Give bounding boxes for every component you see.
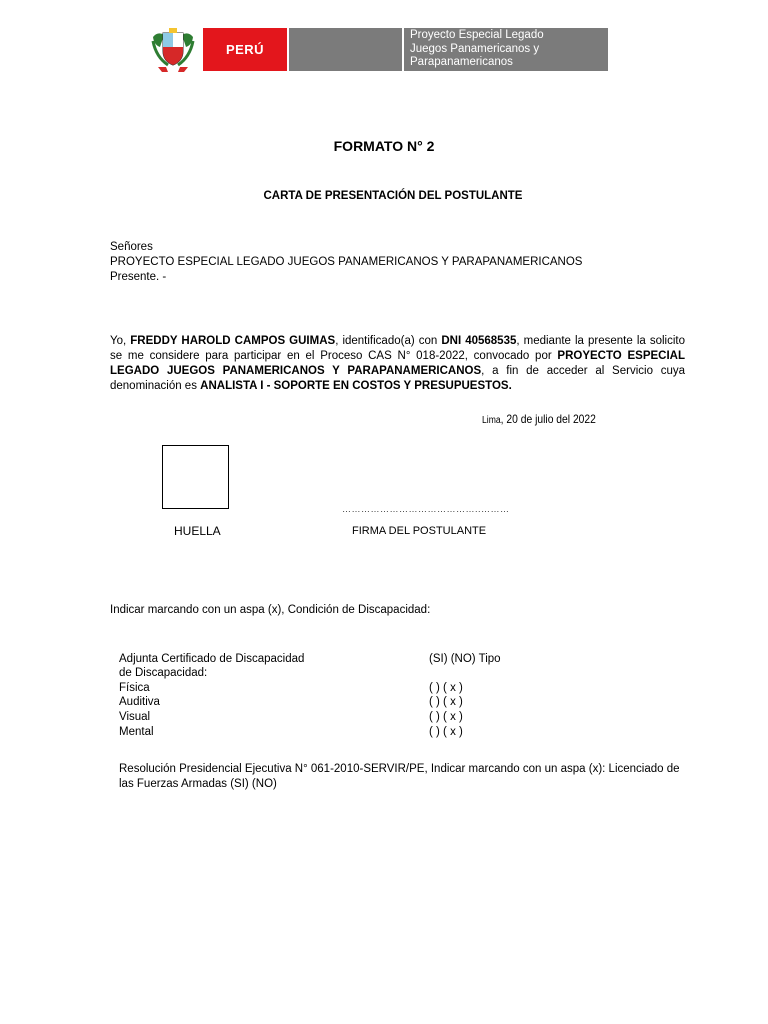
entity-name: PROYECTO ESPECIAL LEGADO JUEGOS PANAMERICANOS Y PARAPANAMERICANOS bbox=[110, 350, 685, 377]
project-name-line: Juegos Panamericanos y bbox=[410, 42, 540, 55]
applicant-dni: DNI 40568535 bbox=[441, 335, 517, 347]
project-name-box bbox=[404, 28, 608, 71]
disability-header-left: Adjunta Certificado de Discapacidad bbox=[119, 653, 305, 665]
fingerprint-box bbox=[162, 445, 229, 509]
disability-type: Mental bbox=[119, 726, 154, 738]
body-paragraph bbox=[110, 334, 685, 394]
peru-coat-of-arms-icon bbox=[150, 27, 196, 73]
disability-intro: Indicar marcando con un aspa (x), Condición de Discapacidad: bbox=[110, 604, 431, 616]
disability-mark: ( ) ( x ) bbox=[429, 726, 463, 738]
paragraph-text: , a fin de acceder al Servicio cuya denominación es bbox=[110, 365, 686, 392]
salutation-line: Señores bbox=[110, 241, 153, 253]
disability-mark: ( ) ( x ) bbox=[429, 711, 463, 723]
date-line bbox=[482, 412, 596, 426]
disability-mark: ( ) ( x ) bbox=[429, 696, 463, 708]
signature-line: ……………………………………..……… bbox=[342, 504, 510, 514]
project-name-line: Parapanamericanos bbox=[410, 56, 513, 68]
disability-header-right: (SI) (NO) Tipo bbox=[429, 653, 501, 665]
firma-label: FIRMA DEL POSTULANTE bbox=[352, 525, 487, 537]
disability-type: Auditiva bbox=[119, 696, 160, 708]
disability-type: Visual bbox=[119, 711, 151, 723]
disability-header-left: de Discapacidad: bbox=[119, 667, 208, 679]
paragraph-text: , identificado(a) con bbox=[335, 335, 442, 347]
disability-type: Física bbox=[119, 682, 150, 694]
peru-label-box bbox=[203, 28, 287, 71]
document-title: FORMATO N° 2 bbox=[333, 138, 435, 154]
resolution-line: Resolución Presidencial Ejecutiva N° 061-2010-SERVIR/PE, Indicar marcando con un aspa (x): Licenciado de bbox=[119, 763, 680, 775]
date-text: , 20 de julio del 2022 bbox=[500, 412, 596, 426]
salutation-line: PROYECTO ESPECIAL LEGADO JUEGOS PANAMERICANOS Y PARAPANAMERICANOS bbox=[110, 256, 583, 268]
disability-mark: ( ) ( x ) bbox=[429, 682, 463, 694]
header-gray-block bbox=[289, 28, 402, 71]
country-label: PERÚ bbox=[225, 42, 265, 57]
salutation-line: Presente. - bbox=[110, 271, 167, 283]
applicant-name: FREDDY HAROLD CAMPOS GUIMAS bbox=[130, 335, 336, 347]
date-city: Lima bbox=[482, 415, 501, 426]
paragraph-text: Yo, bbox=[110, 335, 131, 347]
paragraph-text: , mediante la presente la solicito se me considere para participar en el Proceso CAS N° 018-2022, convocado por bbox=[110, 335, 685, 362]
huella-label: HUELLA bbox=[174, 524, 221, 538]
resolution-line: las Fuerzas Armadas (SI) (NO) bbox=[119, 778, 277, 790]
project-name-line: Proyecto Especial Legado bbox=[410, 29, 544, 41]
document-subtitle: CARTA DE PRESENTACIÓN DEL POSTULANTE bbox=[263, 190, 523, 202]
service-name: ANALISTA I - SOPORTE EN COSTOS Y PRESUPUESTOS. bbox=[200, 380, 512, 392]
